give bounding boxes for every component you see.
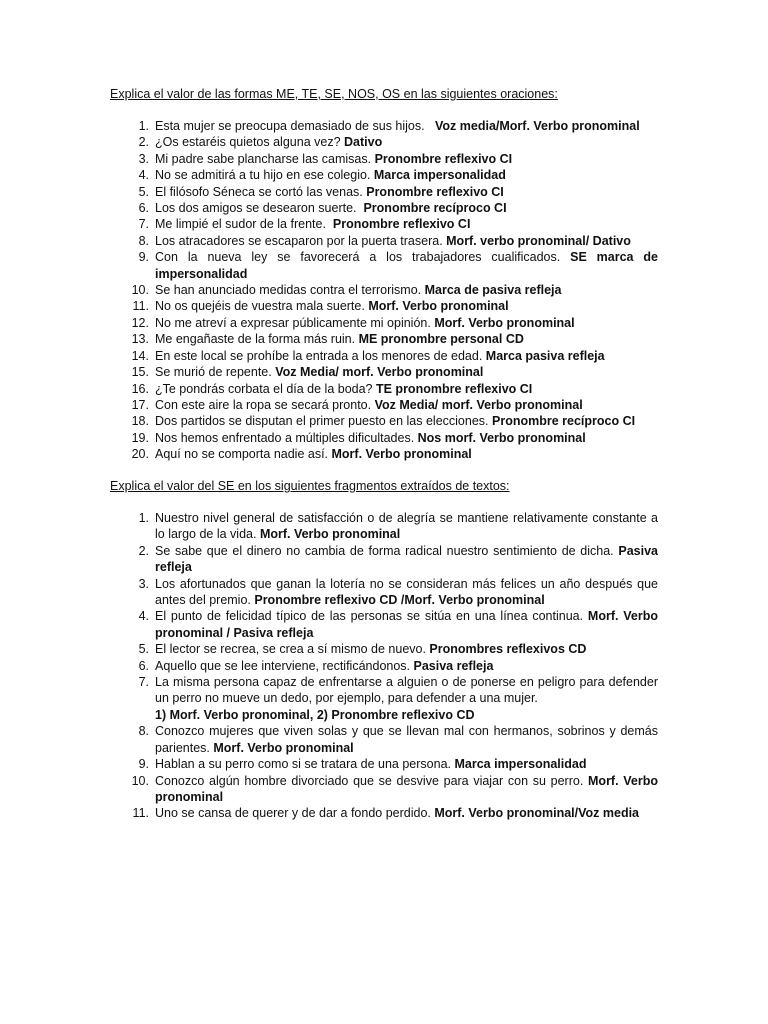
item-answer: Dativo	[344, 135, 383, 150]
list-item	[110, 364, 658, 380]
item-sentence: Nuestro nivel general de satisfacción o de alegría se mantiene relativamente constante a lo largo de la vida.	[155, 511, 662, 542]
item-answer: Voz Media/ morf. Verbo pronominal	[374, 397, 583, 412]
item-number: 1.	[138, 511, 149, 525]
section1-heading: Explica el valor de las formas ME, TE, SE, NOS, OS en las siguientes oraciones:	[110, 87, 558, 101]
list-item	[110, 805, 658, 821]
item-answer: Marca pasiva refleja	[485, 348, 605, 363]
item-answer: Morf. Verbo pronominal	[434, 315, 575, 330]
item-answer-extra: 1) Morf. Verbo pronominal, 2) Pronombre reflexivo CD	[155, 707, 475, 722]
list-item	[110, 674, 662, 723]
list-item	[110, 233, 658, 249]
item-number: 13.	[131, 332, 149, 347]
item-body	[155, 348, 658, 364]
item-sentence: En este local se prohíbe la entrada a los menores de edad.	[155, 348, 486, 363]
list-item	[110, 118, 658, 134]
item-answer: Marca de pasiva refleja	[424, 283, 562, 298]
item-number: 9.	[138, 250, 149, 265]
item-number: 1.	[138, 119, 149, 133]
item-number: 8.	[138, 233, 149, 248]
item-body	[155, 298, 658, 314]
list-item	[110, 331, 658, 347]
item-body	[155, 249, 658, 282]
list-item	[110, 756, 658, 772]
item-body	[155, 658, 658, 674]
item-body	[155, 773, 658, 806]
section2-list	[110, 510, 662, 822]
item-sentence: Se han anunciado medidas contra el terrorismo.	[155, 283, 425, 298]
item-body	[155, 118, 658, 134]
item-body	[155, 315, 658, 331]
item-answer: Marca impersonalidad	[454, 757, 587, 772]
list-item	[110, 348, 658, 364]
item-number: 10.	[131, 773, 149, 788]
item-sentence: Me limpié el sudor de la frente.	[155, 217, 333, 232]
item-sentence: Aquello que se lee interviene, rectificándonos.	[155, 658, 414, 673]
item-sentence: Uno se cansa de querer y de dar a fondo perdido.	[155, 806, 435, 821]
item-body	[155, 608, 658, 641]
item-number: 3.	[138, 576, 149, 591]
item-sentence: Conozco mujeres que viven solas y que se llevan mal con hermanos, sobrinos y demás parientes.	[155, 724, 662, 755]
item-answer: Marca impersonalidad	[373, 168, 506, 183]
item-number: 9.	[138, 757, 149, 772]
item-body	[155, 641, 658, 657]
item-sentence: El filósofo Séneca se cortó las venas.	[155, 184, 367, 199]
item-number: 3.	[138, 151, 149, 166]
item-sentence: Dos partidos se disputan el primer puesto en las elecciones.	[155, 414, 492, 429]
list-item	[110, 641, 658, 657]
item-sentence: ¿Te pondrás corbata el día de la boda?	[155, 381, 376, 396]
item-sentence: El lector se recrea, se crea a sí mismo de nuevo.	[155, 642, 430, 657]
item-body	[155, 576, 662, 609]
item-number: 6.	[138, 658, 149, 673]
item-number: 11.	[132, 806, 149, 821]
list-item	[110, 200, 658, 216]
item-body	[155, 233, 658, 249]
item-answer: Morf. Verbo pronominal	[368, 299, 509, 314]
item-body	[155, 397, 658, 413]
item-number: 10.	[131, 283, 149, 298]
item-number: 8.	[138, 724, 149, 739]
item-answer: Pronombre reflexivo CI	[332, 217, 471, 232]
item-number: 2.	[138, 135, 149, 150]
item-answer: Pronombre reflexivo CI	[374, 151, 513, 166]
list-item	[110, 723, 662, 756]
item-sentence: No me atreví a expresar públicamente mi opinión.	[155, 315, 435, 330]
item-answer: SE marca de impersonalidad	[155, 250, 658, 281]
item-sentence: No se admitirá a tu hijo en ese colegio.	[155, 168, 374, 183]
item-body	[155, 430, 658, 446]
item-number: 11.	[132, 299, 149, 314]
list-item	[110, 298, 658, 314]
list-item	[110, 658, 658, 674]
item-answer: Morf. Verbo pronominal	[155, 773, 658, 804]
item-body	[155, 151, 658, 167]
item-sentence: Con la nueva ley se favorecerá a los trabajadores cualificados.	[155, 250, 571, 265]
item-body	[155, 216, 658, 232]
item-sentence: Aquí no se comporta nadie así.	[155, 447, 332, 462]
list-item	[110, 773, 658, 806]
item-body	[155, 282, 658, 298]
item-sentence: ¿Os estaréis quietos alguna vez?	[155, 135, 344, 150]
item-number: 5.	[138, 184, 149, 199]
list-item	[110, 282, 658, 298]
item-answer: Morf. verbo pronominal/ Dativo	[446, 233, 631, 248]
item-sentence: La misma persona capaz de enfrentarse a alguien o de ponerse en peligro para defender un perro no mueve un dedo, por ejemplo, para defender a una mujer.	[155, 675, 662, 706]
item-body	[155, 543, 658, 576]
list-item	[110, 381, 658, 397]
item-number: 4.	[138, 609, 149, 624]
item-number: 4.	[138, 168, 149, 183]
list-item	[110, 543, 658, 576]
item-number: 7.	[138, 217, 149, 232]
item-answer: Morf. Verbo pronominal	[259, 527, 401, 542]
item-answer: Pasiva refleja	[413, 658, 494, 673]
item-body	[155, 446, 658, 462]
item-answer: TE pronombre reflexivo CI	[375, 381, 533, 396]
item-number: 19.	[131, 430, 149, 445]
list-item	[110, 315, 658, 331]
list-item	[110, 216, 658, 232]
section2-heading: Explica el valor del SE en los siguientes fragmentos extraídos de textos:	[110, 479, 510, 493]
item-answer: Morf. Verbo pronominal	[213, 740, 354, 755]
item-body	[155, 756, 658, 772]
item-sentence: Conozco algún hombre divorciado que se desvive para viajar con su perro.	[155, 773, 589, 788]
item-number: 14.	[131, 348, 149, 363]
item-sentence: No os quejéis de vuestra mala suerte.	[155, 299, 369, 314]
list-item	[110, 510, 662, 543]
item-sentence: Los afortunados que ganan la lotería no se consideran más felices un año después que antes del premio.	[155, 576, 662, 608]
list-item	[110, 151, 658, 167]
item-answer: Voz Media/ morf. Verbo pronominal	[275, 365, 484, 380]
list-item	[110, 576, 662, 609]
item-answer: Pronombres reflexivos CD	[429, 642, 587, 657]
item-sentence: Nos hemos enfrentado a múltiples dificultades.	[155, 430, 418, 445]
item-sentence: Me engañaste de la forma más ruin.	[155, 332, 359, 347]
item-answer: Morf. Verbo pronominal / Pasiva refleja	[155, 609, 658, 640]
item-number: 7.	[138, 675, 149, 690]
item-body	[155, 364, 658, 380]
item-body	[155, 413, 658, 429]
item-sentence: El punto de felicidad típico de las personas se sitúa en una línea continua.	[155, 609, 588, 624]
item-number: 20.	[131, 447, 149, 462]
item-answer: Morf. Verbo pronominal/Voz media	[434, 806, 640, 821]
item-answer: Pronombre recíproco CI	[363, 201, 507, 216]
item-sentence: Mi padre sabe plancharse las camisas.	[155, 151, 375, 166]
list-item	[110, 134, 658, 150]
item-answer: Pronombre reflexivo CD /Morf. Verbo pronominal	[254, 593, 545, 608]
item-sentence: Con este aire la ropa se secará pronto.	[155, 397, 375, 412]
item-number: 16.	[131, 381, 149, 396]
item-answer: Pasiva refleja	[155, 543, 658, 575]
item-body	[155, 805, 658, 821]
item-body	[155, 381, 658, 397]
list-item	[110, 184, 658, 200]
section1-list	[110, 118, 658, 463]
item-body	[155, 200, 658, 216]
item-answer: Nos morf. Verbo pronominal	[417, 430, 586, 445]
item-answer: ME pronombre personal CD	[358, 332, 524, 347]
item-sentence: Los dos amigos se desearon suerte.	[155, 201, 364, 216]
item-answer: Pronombre recíproco CI	[492, 414, 636, 429]
item-sentence: Los atracadores se escaparon por la puerta trasera.	[155, 233, 447, 248]
item-answer: Voz media/Morf. Verbo pronominal	[435, 119, 640, 133]
item-number: 15.	[131, 365, 149, 380]
list-item	[110, 608, 658, 641]
item-body	[155, 331, 658, 347]
item-sentence: Hablan a su perro como si se tratara de una persona.	[155, 757, 455, 772]
item-number: 18.	[131, 414, 149, 429]
item-body	[155, 510, 662, 543]
item-answer: Pronombre reflexivo CI	[366, 184, 504, 199]
list-item	[110, 446, 658, 462]
item-body	[155, 167, 658, 183]
item-sentence: Esta mujer se preocupa demasiado de sus hijos.	[155, 119, 436, 133]
item-number: 5.	[138, 642, 149, 657]
item-body	[155, 184, 658, 200]
item-body	[155, 674, 662, 723]
list-item	[110, 397, 658, 413]
list-item	[110, 413, 658, 429]
item-number: 12.	[131, 315, 149, 330]
item-sentence: Se murió de repente.	[155, 365, 276, 380]
list-item	[110, 249, 658, 282]
item-body	[155, 723, 662, 756]
item-number: 6.	[138, 201, 149, 216]
item-body	[155, 134, 658, 150]
list-item	[110, 430, 658, 446]
item-number: 17.	[131, 397, 149, 412]
item-answer: Morf. Verbo pronominal	[331, 447, 472, 462]
item-number: 2.	[138, 543, 149, 558]
item-sentence: Se sabe que el dinero no cambia de forma radical nuestro sentimiento de dicha.	[155, 543, 619, 558]
list-item	[110, 167, 658, 183]
